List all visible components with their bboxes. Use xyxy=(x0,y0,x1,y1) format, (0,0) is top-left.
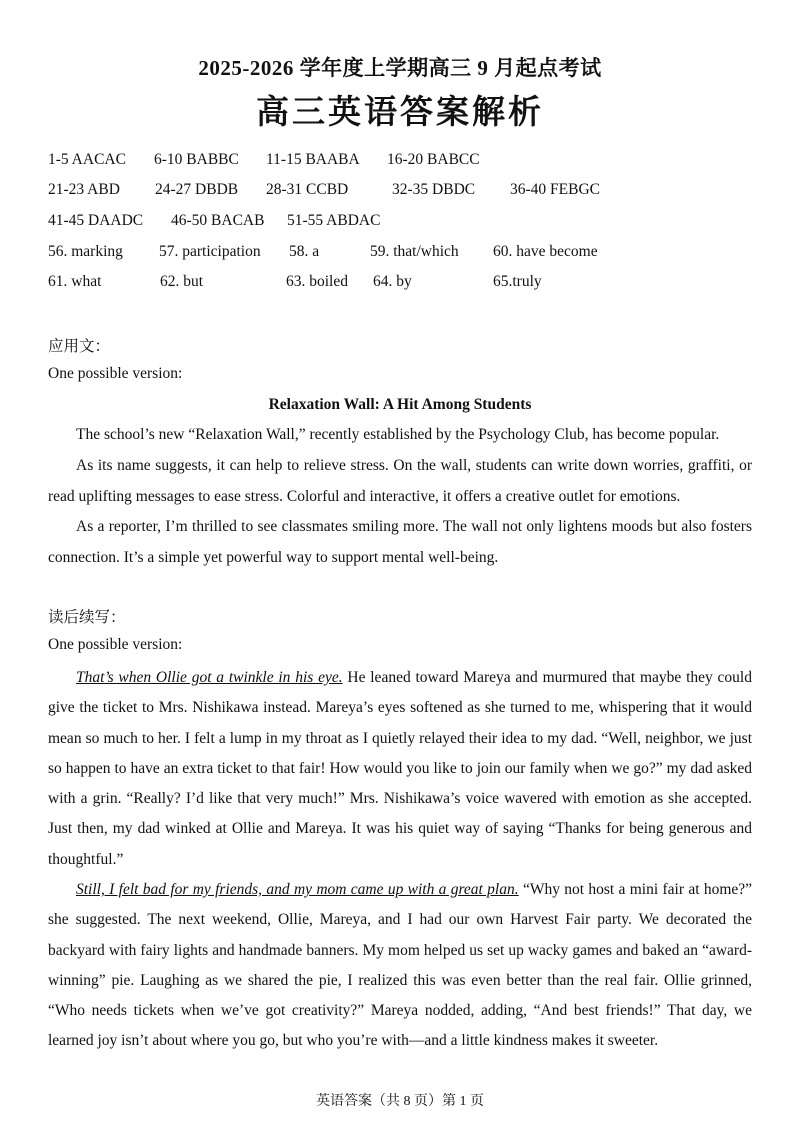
answer-group: 65.truly xyxy=(493,273,542,290)
answer-group: 24-27 DBDB xyxy=(155,181,239,198)
answer-group: 58. a xyxy=(289,243,320,260)
answer-group: 57. participation xyxy=(159,243,261,260)
answer-group: 32-35 DBDC xyxy=(392,181,476,198)
answer-group: 59. that/which xyxy=(370,243,459,260)
story-paragraph xyxy=(48,875,752,1057)
version-label: One possible version: xyxy=(48,636,183,653)
essay-title: Relaxation Wall: A Hit Among Students xyxy=(268,396,532,413)
essay-paragraph: As a reporter, I’m thrilled to see classmates smiling more. The wall not only lightens moods but also fosters connection. It’s a simple yet powerful way to support mental well-being. xyxy=(48,518,752,566)
answer-group: 46-50 BACAB xyxy=(171,212,265,229)
answer-group: 64. by xyxy=(373,273,412,290)
answer-group: 28-31 CCBD xyxy=(266,181,349,198)
answer-group: 6-10 BABBC xyxy=(154,151,239,168)
answer-row-3 xyxy=(0,212,800,234)
continuation-writing-label: 读后续写： xyxy=(48,609,126,626)
answer-group: 63. boiled xyxy=(286,273,348,290)
answer-group: 51-55 ABDAC xyxy=(287,212,381,229)
story-body: “Why not host a mini fair at home?” she suggested. The next weekend, Ollie, Mareya, and I had our own Harvest Fair party. We decorated the backyard with fairy lights and handmade banners. My mom helped us set up wacky games and baked an “award-winning” pie. Laughing as we shared the pie, I realized this was even better than the real fair. Ollie grinned, “Who needs tickets when we’ve got creativity?” Mareya nodded, adding, “And best friends!” That day, we learned joy isn’t about where you go, but who you’re with—and a little kindness makes it sweeter. xyxy=(48,881,753,1050)
given-opening-sentence: Still, I felt bad for my friends, and my mom came up with a great plan. xyxy=(76,881,519,898)
answer-group: 61. what xyxy=(48,273,102,290)
essay-paragraph: The school’s new “Relaxation Wall,” recently established by the Psychology Club, has become popular. xyxy=(76,426,720,443)
answer-group: 16-20 BABCC xyxy=(387,151,480,168)
applied-writing-label: 应用文： xyxy=(48,338,111,355)
answer-row-4 xyxy=(0,243,800,265)
answer-group: 36-40 FEBGC xyxy=(510,181,600,198)
story-paragraph xyxy=(48,663,752,875)
answer-row-2 xyxy=(0,181,800,203)
answer-group: 1-5 AACAC xyxy=(48,151,126,168)
page-footer: 英语答案（共 8 页）第 1 页 xyxy=(316,1094,484,1109)
answer-row-5 xyxy=(0,273,800,295)
answer-group: 41-45 DAADC xyxy=(48,212,144,229)
page-title: 高三英语答案解析 xyxy=(256,95,544,131)
given-opening-sentence: That’s when Ollie got a twinkle in his eye. xyxy=(76,669,343,686)
answer-group: 60. have become xyxy=(493,243,598,260)
essay-paragraph: As its name suggests, it can help to relieve stress. On the wall, students can write down worries, graffiti, or read uplifting messages to ease stress. Colorful and interactive, it offers a creative outlet for emotions. xyxy=(48,457,752,505)
answer-row-1 xyxy=(0,151,800,173)
version-label: One possible version: xyxy=(48,365,183,382)
answer-group: 11-15 BAABA xyxy=(266,151,360,168)
story-body: He leaned toward Mareya and murmured that maybe they could give the ticket to Mrs. Nishikawa instead. Mareya’s eyes softened as she turned to me, whispering that it would mean so much to her. I felt a lump in my throat as I quietly relayed their idea to my dad. “Well, neighbor, we just so happen to have an extra ticket to that fair! How would you like to join our family when we go?” my dad asked with a grin. “Really? I’d like that very much!” Mrs. Nishikawa’s voice wavered with emotion as she accepted. Just then, my dad winked at Ollie and Mareya. It was his quiet way of saying “Thanks for being generous and thoughtful.” xyxy=(48,669,752,868)
exam-title: 2025-2026 学年度上学期高三 9 月起点考试 xyxy=(198,56,602,80)
answer-group: 56. marking xyxy=(48,243,123,260)
answer-group: 21-23 ABD xyxy=(48,181,120,198)
answer-group: 62. but xyxy=(160,273,204,290)
